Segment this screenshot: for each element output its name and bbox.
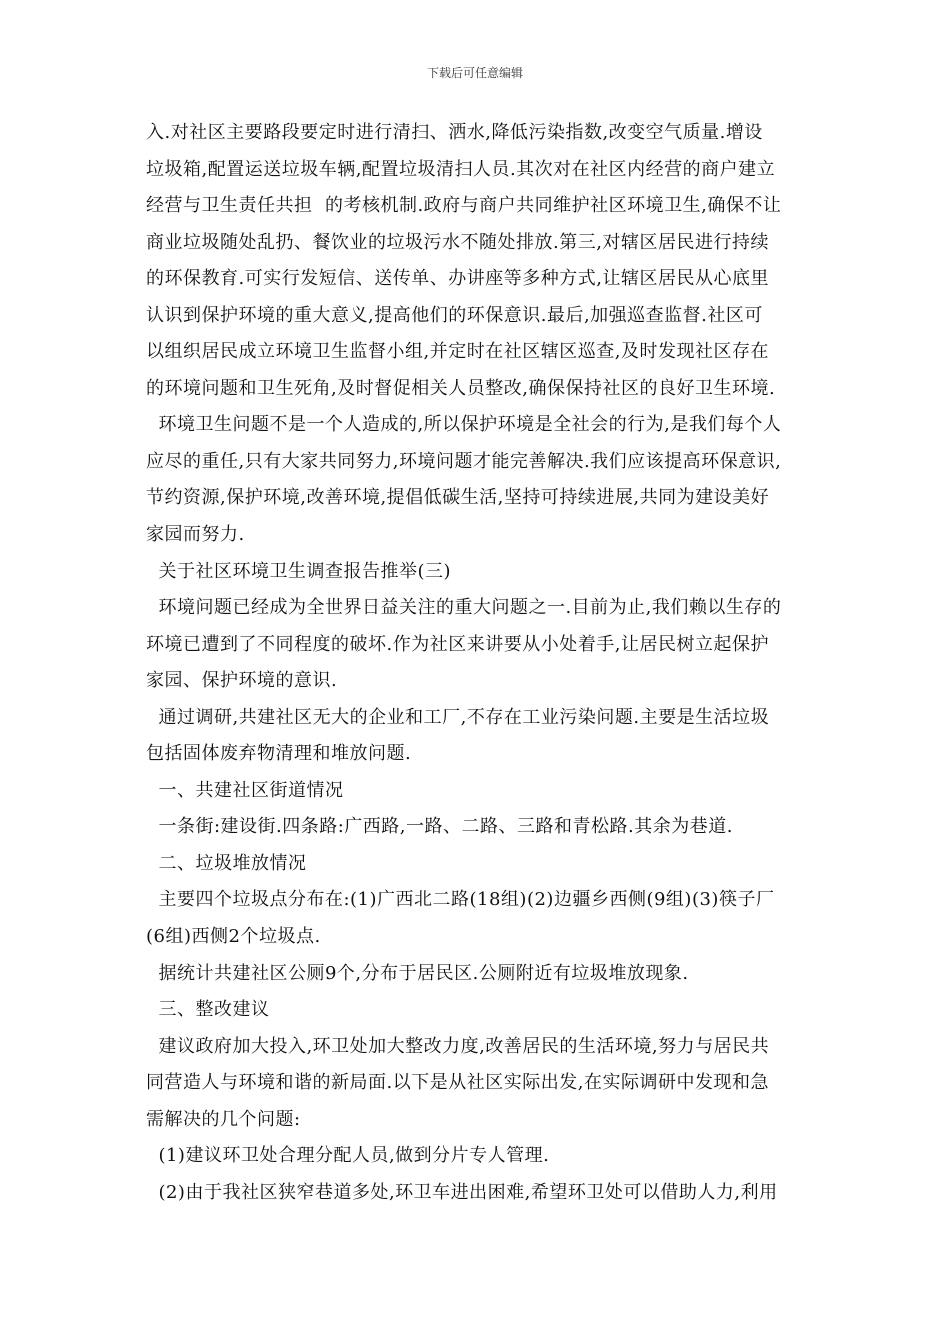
text-line: 一条街:建设街.四条路:广西路,一路、二路、三路和青松路.其余为巷道.	[146, 816, 733, 838]
text-line: 环境卫生问题不是一个人造成的,所以保护环境是全社会的行为,是我们每个人	[146, 414, 782, 436]
text-line: 的环保教育.可实行发短信、送传单、办讲座等多种方式,让辖区居民从心底里	[146, 268, 769, 290]
text-line: 家园而努力.	[146, 524, 245, 546]
section-heading: 二、垃圾堆放情况	[146, 852, 307, 874]
text-line: 节约资源,保护环境,改善环境,提倡低碳生活,坚持可持续进展,共同为建设美好	[146, 487, 770, 509]
text-line: 建议政府加大投入,环卫处加大整改力度,改善居民的生活环境,努力与居民共	[146, 1035, 770, 1057]
text-line: 通过调研,共建社区无大的企业和工厂,不存在工业污染问题.主要是生活垃圾	[146, 706, 770, 728]
text-line: 主要四个垃圾点分布在:(1)广西北二路(18组)(2)边疆乡西侧(9组)(3)筷子厂	[146, 889, 775, 911]
text-line: 经营与卫生责任共担 的考核机制.政府与商户共同维护社区环境卫生,确保不让	[146, 195, 782, 217]
text-line: 同营造人与环境和谐的新局面.以下是从社区实际出发,在实际调研中发现和急	[146, 1072, 769, 1094]
text-line: 以组织居民成立环境卫生监督小组,并定时在社区辖区巡查,及时发现社区存在	[146, 341, 769, 363]
text-line: 需解决的几个问题:	[146, 1108, 301, 1130]
text-line: 认识到保护环境的重大意义,提高他们的环保意识.最后,加强巡查监督.社区可	[146, 304, 763, 326]
text-line: 环境已遭到了不同程度的破坏.作为社区来讲要从小处着手,让居民树立起保护	[146, 633, 769, 655]
page-header: 下载后可任意编辑	[426, 66, 523, 80]
text-line: 的环境问题和卫生死角,及时督促相关人员整改,确保保持社区的良好卫生环境.	[146, 377, 776, 399]
text-line: (6组)西侧2个垃圾点.	[146, 926, 321, 948]
section-heading: 一、共建社区街道情况	[146, 779, 344, 801]
text-line: 环境问题已经成为全世界日益关注的重大问题之一.目前为止,我们赖以生存的	[146, 597, 782, 619]
text-line: 应尽的重任,只有大家共同努力,环境问题才能完善解决.我们应该提高环保意识,	[146, 450, 782, 472]
section-heading: 三、整改建议	[146, 999, 270, 1021]
text-line: 家园、保护环境的意识.	[146, 670, 338, 692]
list-item: (1)建议环卫处合理分配人员,做到分片专人管理.	[146, 1145, 550, 1167]
text-line: 包括固体废弃物清理和堆放问题.	[146, 743, 412, 765]
text-line: 商业垃圾随处乱扔、餐饮业的垃圾污水不随处排放.第三,对辖区居民进行持续	[146, 231, 769, 253]
list-item: (2)由于我社区狭窄巷道多处,环卫车进出困难,希望环卫处可以借助人力,利用	[146, 1181, 778, 1203]
document-body	[146, 115, 812, 1211]
text-line: 据统计共建社区公厕9个,分布于居民区.公厕附近有垃圾堆放现象.	[146, 962, 689, 984]
section-heading: 关于社区环境卫生调查报告推举(三)	[146, 560, 451, 582]
text-line: 入.对社区主要路段要定时进行清扫、洒水,降低污染指数,改变空气质量.增设	[146, 122, 763, 143]
text-line: 垃圾箱,配置运送垃圾车辆,配置垃圾清扫人员.其次对在社区内经营的商户建立	[146, 158, 776, 180]
